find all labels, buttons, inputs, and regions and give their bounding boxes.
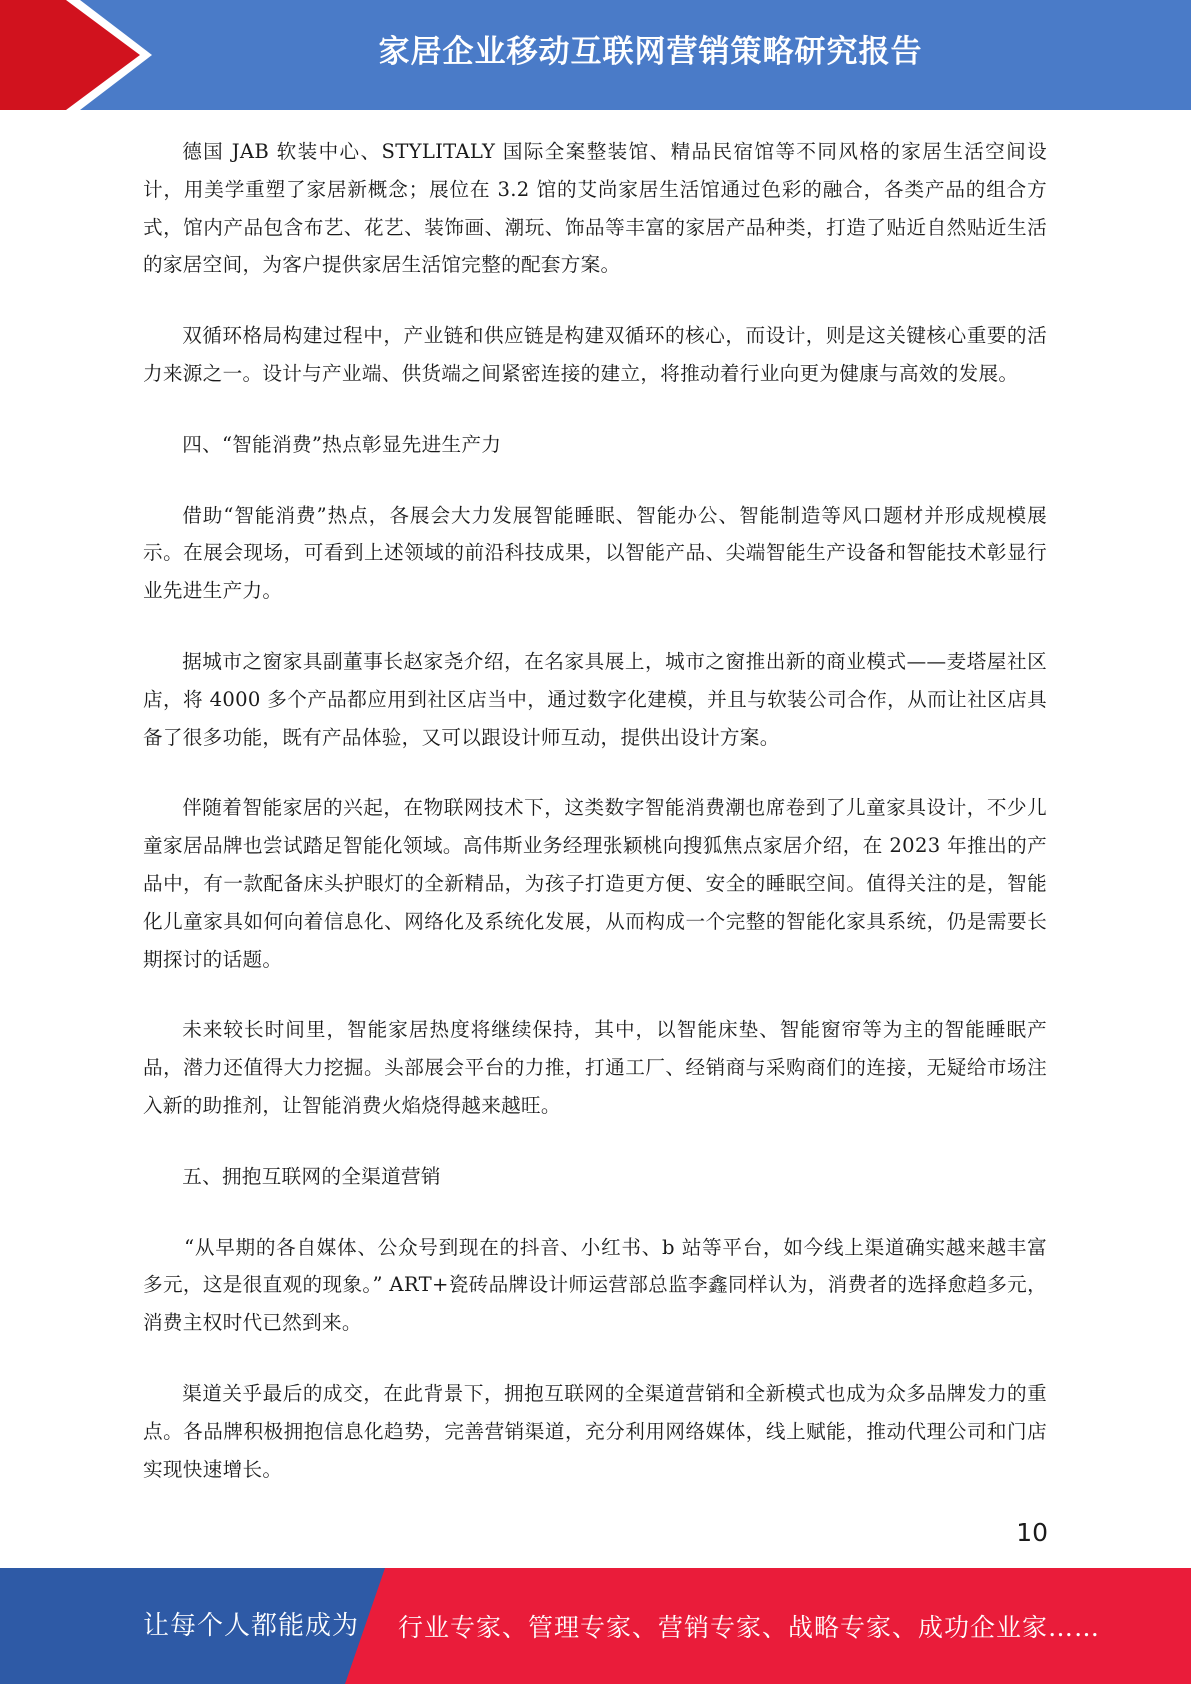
section-heading-omnichannel: 五、拥抱互联网的全渠道营销 (182, 1164, 441, 1188)
paragraph-kids-furniture: 伴随着智能家居的兴起，在物联网技术下，这类数字智能消费潮也席卷到了儿童家具设计，不少儿童家居品牌也尝试踏足智能化领域。高伟斯业务经理张颖桃向搜狐焦点家居介绍，在 2023 年推出的产品中，有一款配备床头护眼灯的全新精品，为孩子打造更方便、安全的睡眠空间。值得关注的是，智能化儿童家具如何向着信息化、网络化及系统化发展，从而构成一个完整的智能化家具系统，仍是需要长期探讨的话题。 (143, 796, 1047, 971)
paragraph-city-window: 据城市之窗家具副董事长赵家尧介绍，在名家具展上，城市之窗推出新的商业模式——麦塔屋社区店，将 4000 多个产品都应用到社区店当中，通过数字化建模，并且与软装公司合作，从而让社区店具备了很多功能，既有产品体验，又可以跟设计师互动，提供出设计方案。 (143, 649, 1047, 749)
paragraph-dual-circulation: 双循环格局构建过程中，产业链和供应链是构建双循环的核心，而设计，则是这关键核心重要的活力来源之一。设计与产业端、供货端之间紧密连接的建立，将推动着行业向更为健康与高效的发展。 (143, 324, 1047, 385)
footer-slogan-left: 让每个人都能成为 (143, 1611, 360, 1641)
paragraph-smart-consumption: 借助“智能消费”热点，各展会大力发展智能睡眠、智能办公、智能制造等风口题材并形成规模展示。在展会现场，可看到上述领域的前沿科技成果，以智能产品、尖端智能生产设备和智能技术彰显行业先进生产力。 (143, 503, 1047, 603)
header-chevron-red (0, 0, 140, 110)
section-heading-smart-consumption: 四、“智能消费”热点彰显先进生产力 (182, 432, 502, 456)
footer-slogan-right: 行业专家、管理专家、营销专家、战略专家、成功企业家…… (398, 1613, 1101, 1642)
article-body (143, 133, 1047, 1521)
page-header (0, 0, 1191, 110)
paragraph-omnichannel: 渠道关乎最后的成交，在此背景下，拥抱互联网的全渠道营销和全新模式也成为众多品牌发力的重点。各品牌积极拥抱信息化趋势，完善营销渠道，充分利用网络媒体，线上赋能，推动代理公司和门店实现快速增长。 (143, 1381, 1047, 1481)
paragraph-smart-home-outlook: 未来较长时间里，智能家居热度将继续保持，其中，以智能床垫、智能窗帘等为主的智能睡眠产品，潜力还值得大力挖掘。头部展会平台的力推，打通工厂、经销商与采购商们的连接，无疑给市场注入新的助推剂，让智能消费火焰烧得越来越旺。 (143, 1018, 1047, 1117)
paragraph-design-spaces: 德国 JAB 软装中心、STYLITALY 国际全案整装馆、精品民宿馆等不同风格的家居生活空间设计，用美学重塑了家居新概念；展位在 3.2 馆的艾尚家居生活馆通过色彩的融合，各类产品的组合方式，馆内产品包含布艺、花艺、装饰画、潮玩、饰品等丰富的家居产品种类，打造了贴近自然贴近生活的家居空间，为客户提供家居生活馆完整的配套方案。 (143, 140, 1047, 277)
page-number: 10 (1016, 1518, 1048, 1547)
paragraph-channels-quote: “从早期的各自媒体、公众号到现在的抖音、小红书、b 站等平台，如今线上渠道确实越来越丰富多元，这是很直观的现象。” ART+瓷砖品牌设计师运营部总监李鑫同样认为，消费者的选择愈趋多元，消费主权时代已然到来。 (143, 1235, 1047, 1335)
page-footer (0, 1568, 1191, 1684)
report-title: 家居企业移动互联网营销策略研究报告 (378, 34, 923, 70)
